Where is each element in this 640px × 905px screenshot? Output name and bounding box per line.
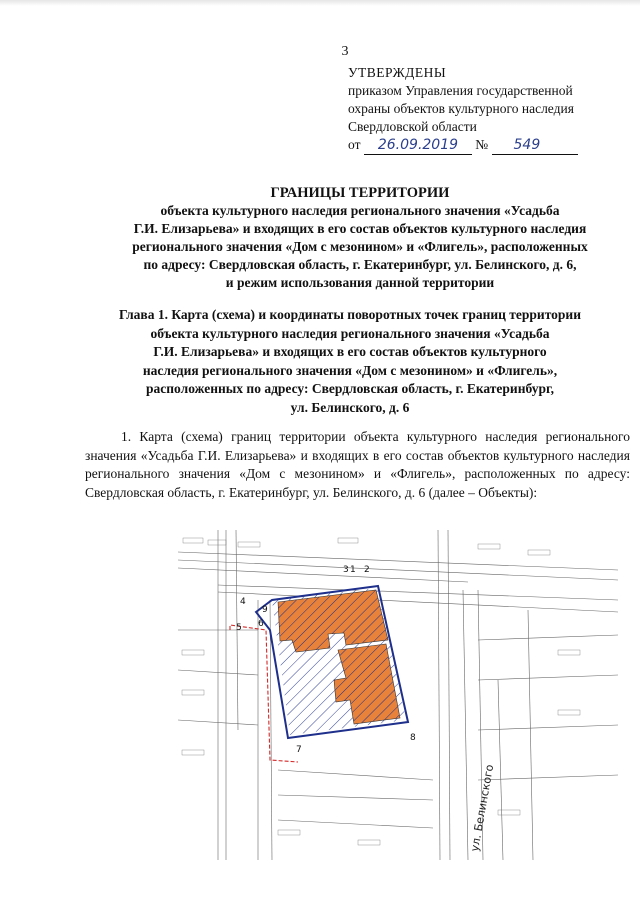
point-label: 9 xyxy=(262,605,268,615)
date-field xyxy=(364,136,472,155)
approval-heading: УТВЕРЖДЕНЫ xyxy=(348,65,447,80)
handwritten-date: 26.09.2019 xyxy=(377,137,459,153)
document-title xyxy=(60,184,640,292)
point-label: 2 xyxy=(364,565,370,575)
approval-date-row xyxy=(348,136,638,155)
title-main: ГРАНИЦЫ ТЕРРИТОРИИ xyxy=(270,185,450,201)
title-line: по адресу: Свердловская область, г. Екатеринбург, ул. Белинского, д. 6, xyxy=(143,257,577,272)
title-line: Г.И. Елизарьева» и входящих в его состав объектов культурного наследия xyxy=(133,221,587,236)
boundary-map xyxy=(178,530,618,860)
point-label: 4 xyxy=(240,597,246,607)
chapter-line: Глава 1. Карта (схема) и координаты поворотных точек границ территории xyxy=(119,307,581,322)
title-line: и режим использования данной территории xyxy=(225,275,495,290)
title-line: объекта культурного наследия регионального значения «Усадьба xyxy=(160,203,560,218)
point-label: 7 xyxy=(296,745,302,755)
approval-line-1: приказом Управления государственной xyxy=(348,83,573,98)
scan-edge xyxy=(0,0,640,6)
point-label: 3 xyxy=(343,565,349,575)
approval-line-2: охраны объектов культурного наследия xyxy=(348,101,574,116)
chapter-line: расположенных по адресу: Свердловская область, г. Екатеринбург, xyxy=(146,381,554,396)
chapter-line: Г.И. Елизарьева» и входящих в его состав объектов культурного xyxy=(153,344,547,359)
chapter-line: ул. Белинского, д. 6 xyxy=(290,399,410,415)
title-line: регионального значения «Дом с мезонином» и «Флигель», расположенных xyxy=(132,239,588,254)
point-label: 5 xyxy=(236,623,242,633)
street-label: ул. Белинского xyxy=(468,763,497,853)
number-field xyxy=(492,136,578,155)
number-prefix: № xyxy=(475,137,489,152)
point-label: 1 xyxy=(350,565,356,575)
paragraph-1: 1. Карта (схема) границ территории объекта культурного наследия регионального значения «Усадьба Г.И. Елизарьева» и входящих в его состав объектов культурного наследия регионального значения «Дом с мезонином» и «Флигель», расположенных по адресу: Свердловская область, г. Екатеринбург, ул. Белинского, д. 6 (далее – Объекты): xyxy=(85,429,630,500)
chapter-line: объекта культурного наследия регионального значения «Усадьба xyxy=(150,325,550,341)
page-number: 3 xyxy=(341,44,349,59)
chapter-line: наследия регионального значения «Дом с мезонином» и «Флигель», xyxy=(142,362,558,378)
approval-block xyxy=(348,64,638,155)
chapter-heading xyxy=(70,306,630,417)
point-label: 6 xyxy=(258,619,264,629)
map-svg xyxy=(178,530,618,860)
point-label: 8 xyxy=(410,733,416,743)
approval-line-3: Свердловской области xyxy=(348,119,477,134)
date-prefix: от xyxy=(348,137,361,152)
handwritten-number: 549 xyxy=(513,137,541,153)
